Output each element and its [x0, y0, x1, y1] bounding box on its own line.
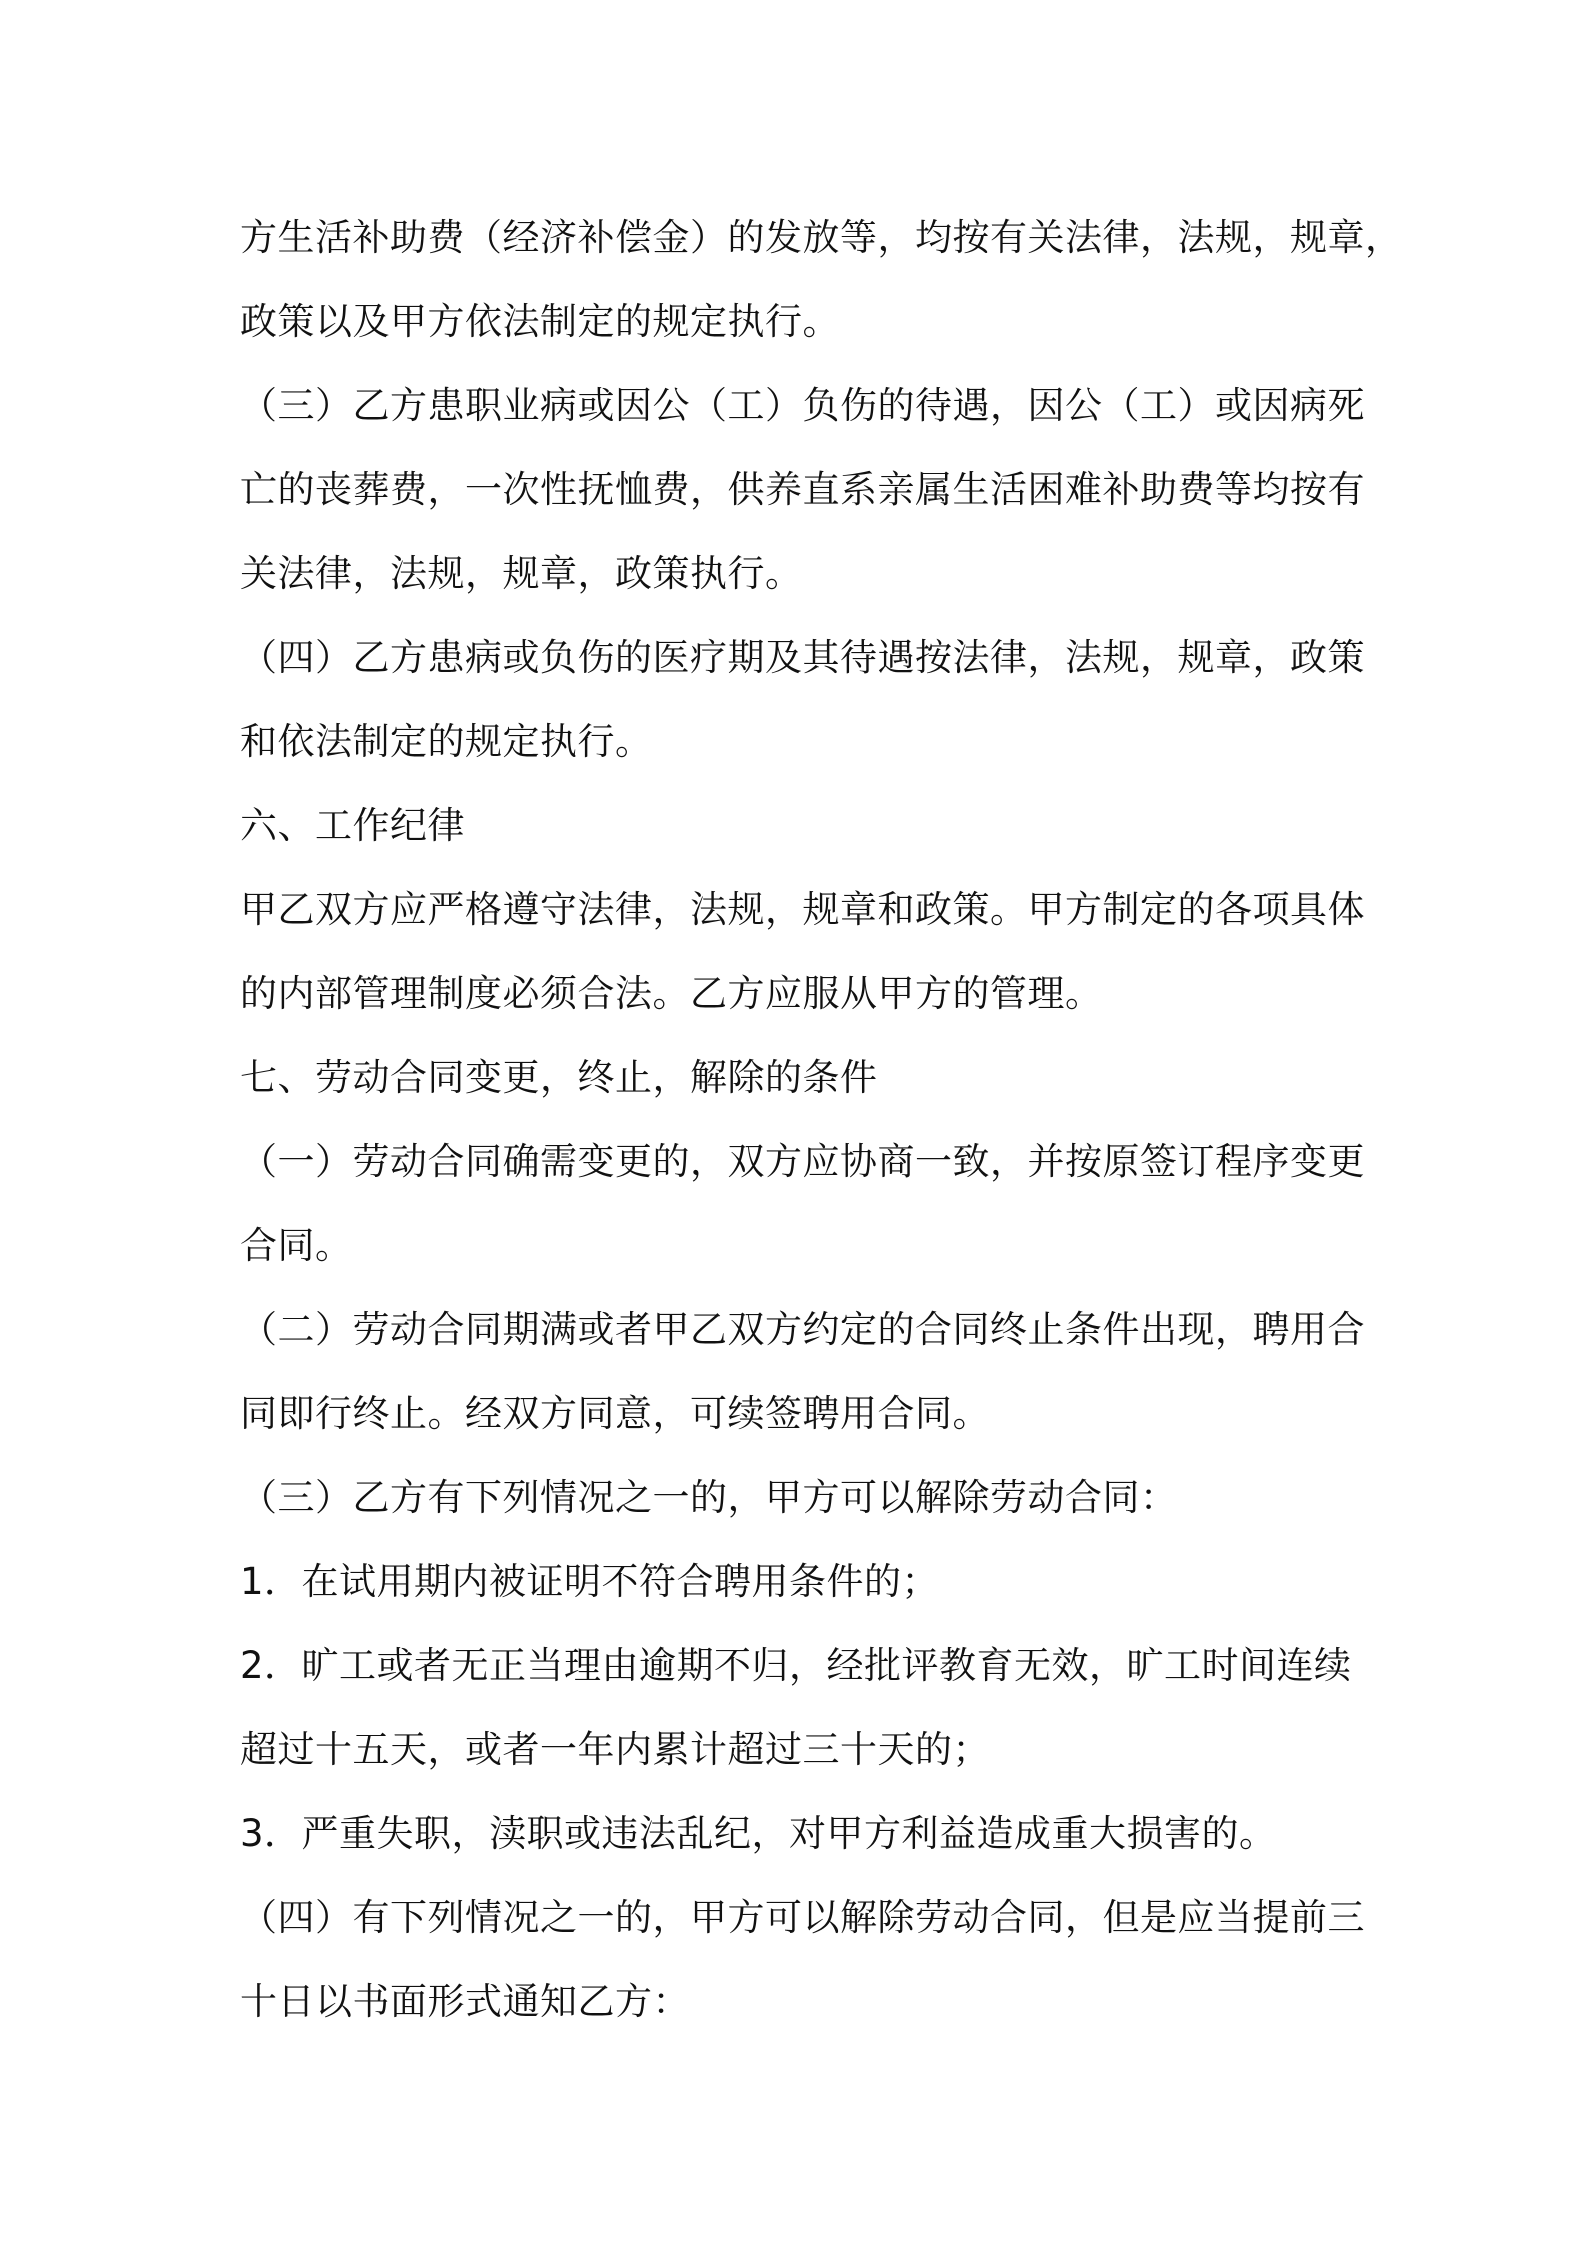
text-line: 方生活补助费（经济补偿金）的发放等，均按有关法律，法规，规章， — [240, 216, 1403, 259]
list-item: 2．旷工或者无正当理由逾期不归，经批评教育无效，旷工时间连续 — [240, 1644, 1352, 1687]
section-heading-contract-change: 七、劳动合同变更，终止，解除的条件 — [240, 1056, 878, 1099]
text-line: （二）劳动合同期满或者甲乙双方约定的合同终止条件出现，聘用合 — [240, 1308, 1365, 1351]
list-item: 3．严重失职，渎职或违法乱纪，对甲方利益造成重大损害的。 — [240, 1812, 1277, 1855]
text-line: 亡的丧葬费，一次性抚恤费，供养直系亲属生活困难补助费等均按有 — [240, 468, 1365, 511]
list-item: 1．在试用期内被证明不符合聘用条件的； — [240, 1560, 940, 1603]
text-line: （三）乙方有下列情况之一的，甲方可以解除劳动合同： — [240, 1476, 1178, 1519]
text-line: 政策以及甲方依法制定的规定执行。 — [240, 300, 840, 343]
text-line: （三）乙方患职业病或因公（工）负伤的待遇，因公（工）或因病死 — [240, 384, 1365, 427]
section-heading-work-discipline: 六、工作纪律 — [240, 804, 465, 847]
text-line: （一）劳动合同确需变更的，双方应协商一致，并按原签订程序变更 — [240, 1140, 1365, 1183]
text-line: （四）乙方患病或负伤的医疗期及其待遇按法律，法规，规章，政策 — [240, 636, 1365, 679]
text-line: 关法律，法规，规章，政策执行。 — [240, 552, 803, 595]
text-line: 合同。 — [240, 1224, 353, 1267]
text-line: 同即行终止。经双方同意，可续签聘用合同。 — [240, 1392, 990, 1435]
document-body — [240, 196, 1403, 2044]
text-line: （四）有下列情况之一的，甲方可以解除劳动合同，但是应当提前三 — [240, 1896, 1365, 1939]
text-line: 超过十五天，或者一年内累计超过三十天的； — [240, 1728, 990, 1771]
text-line: 和依法制定的规定执行。 — [240, 720, 653, 763]
text-line: 十日以书面形式通知乙方： — [240, 1980, 690, 2023]
text-line: 的内部管理制度必须合法。乙方应服从甲方的管理。 — [240, 972, 1103, 1015]
text-line: 甲乙双方应严格遵守法律，法规，规章和政策。甲方制定的各项具体 — [240, 888, 1365, 931]
